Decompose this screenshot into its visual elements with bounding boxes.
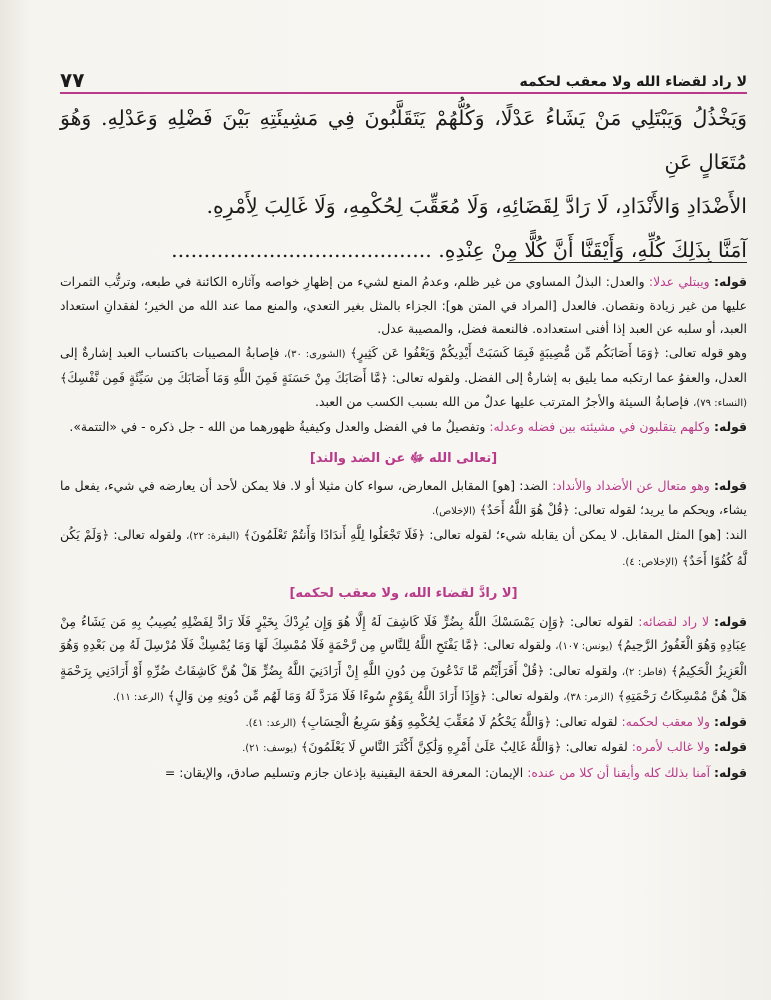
book-page — [60, 0, 747, 1000]
verse-reference: (الرعد: ٤١). — [245, 717, 297, 729]
quran-verse: ﴿قُلْ أَفَرَأَيْتُم مَّا تَدْعُونَ مِن دُونِ اللَّهِ إِنْ أَرَادَنِيَ اللَّهُ بِضُرٍّ هَلْ هُنَّ كَاشِفَاتُ ضُرِّهِ أَوْ أَرَادَنِي بِرَحْمَةٍ هَلْ هُنَّ مُمْسِكَاتُ رَحْمَتِهِ﴾ — [60, 662, 747, 703]
quoted-matn: لا راد لقضائه: — [638, 613, 710, 629]
commentary-text: ولقوله تعالى: — [113, 527, 182, 542]
commentary-text: فإصابةُ المصيبات باكتساب العبد إشارةٌ إلى العدل، والعفوُ عما ارتكبه مما يليق به إشارةٌ إلى الفضل. ولقوله تعالى: — [60, 344, 747, 385]
qawluh-label: قوله: — [713, 419, 747, 434]
quran-verse: ﴿وَاللَّهُ غَالِبٌ عَلَىٰ أَمْرِهِ وَلَٰكِنَّ أَكْثَرَ النَّاسِ لَا يَعْلَمُونَ﴾ — [301, 739, 562, 754]
commentary-text: والعدل: البذلُ المساوي من غير ظلم، وعدمُ المنع لشيء من إظهارِ خواصه وآثاره الكائنة في طبعه، وترتُّب الثمرات عليها من غير زيادة ونقصان. فالعدل [المراد في المتن هو]: الجزاء بالمثل بغير التعدي، والمنع مما عند الله من الخير؛ لفقدانِ استعداد العبد، أو سلبه عن العبد إذا أفنى استعداده. فالنعمة فضل، والمصيبة عدل. — [60, 274, 747, 336]
section-heading: [تعالى الله ﷻ عن الضد والند] — [309, 450, 498, 466]
qawluh-label: قوله: — [713, 713, 747, 729]
commentary-paragraph — [60, 474, 747, 523]
commentary-paragraph — [60, 761, 747, 785]
running-header-title: لا راد لقضاء الله ولا معقب لحكمه — [519, 74, 747, 90]
quoted-matn: آمنا بذلك كله وأيقنا أن كلا من عنده: — [527, 764, 711, 780]
verse-reference: (النساء: ٧٩)، — [693, 397, 747, 409]
commentary-text: الإيمان: المعرفة الحقة اليقينية بإذعان جازم وتسليم صادق، والإيقان: = — [164, 764, 524, 780]
verse-reference: (الإخلاص: ٤). — [622, 556, 678, 568]
page-number: ٧٧ — [60, 68, 85, 92]
quran-verse: ﴿وَإِن يَمْسَسْكَ اللَّهُ بِضُرٍّ فَلَا كَاشِفَ لَهُ إِلَّا هُوَ وَإِن يُرِدْكَ بِخَيْرٍ فَلَا رَادَّ لِفَضْلِهِ يُصِيبُ بِهِ مَن يَشَاءُ مِنْ عِبَادِهِ وَهُوَ الْغَفُورُ الرَّحِيمُ﴾ — [60, 613, 747, 652]
commentary-text: ولقوله تعالى: — [490, 688, 560, 703]
verse-reference: (يونس: ١٠٧)، — [555, 641, 613, 652]
quran-verse: ﴿وَاللَّهُ يَحْكُمُ لَا مُعَقِّبَ لِحُكْمِهِ وَهُوَ سَرِيعُ الْحِسَابِ﴾ — [300, 713, 552, 729]
qawluh-label: قوله: — [713, 764, 747, 780]
quran-verse: ﴿وَلَمْ يَكُن لَّهُ كُفُوًا أَحَدٌ﴾ — [60, 527, 747, 568]
commentary-paragraph — [60, 735, 747, 761]
quran-verse: ﴿قُلْ هُوَ اللَّهُ أَحَدٌ﴾ — [479, 501, 570, 517]
quoted-matn: وهو متعال عن الأضداد والأنداد: — [552, 478, 710, 493]
main-text — [60, 96, 747, 272]
qawluh-label: قوله: — [713, 274, 747, 289]
quoted-matn: وكلهم يتقلبون في مشيئته بين فضله وعدله: — [489, 419, 711, 434]
commentary-paragraph — [60, 341, 747, 416]
verse-reference: (الإخلاص). — [431, 505, 476, 517]
quoted-matn: ويبتلي عدلا: — [648, 274, 710, 289]
quoted-matn: ولا معقب لحكمه: — [621, 713, 711, 729]
verse-reference: (البقرة: ٢٢)، — [186, 531, 240, 542]
commentary-paragraph — [60, 415, 747, 439]
main-text-line: وَيَخْذُلُ وَيَبْتَلِي مَنْ يَشَاءُ عَدْلًا، وَكُلُّهُمْ يَتَقَلَّبُونَ فِي مَشِيئَتِهِ بَيْنَ فَضْلِهِ وَعَدْلِهِ. وَهُوَ مُتَعَالٍ عَنِ — [60, 106, 747, 174]
footnote-separator — [507, 262, 747, 263]
commentary-paragraph — [60, 710, 747, 736]
quran-verse: ﴿وَإِذَا أَرَادَ اللَّهُ بِقَوْمٍ سُوءًا فَلَا مَرَدَّ لَهُ وَمَا لَهُم مِّن دُونِهِ مِن وَالٍ﴾ — [167, 688, 488, 703]
commentary-text: وهو قوله تعالى: — [664, 344, 747, 360]
qawluh-label: قوله: — [713, 739, 747, 754]
verse-reference: (الرعد: ١١). — [112, 692, 164, 703]
commentary-text: فإصابةُ السيئة والأجرُ المترتب عليها عدلٌ من الله بسبب الكسب من العبد. — [315, 393, 690, 409]
qawluh-label: قوله: — [714, 613, 748, 629]
commentary-text: ولقوله تعالى: — [483, 637, 552, 652]
commentary-text: الضد: [هو] المقابل المعارض، سواء كان مثيلا أو لا. فلا يمكن لأحد أن يعارضه في شيء، يفعل ما يشاء، ويحكم ما يريد؛ لقوله تعالى: — [60, 478, 747, 517]
verse-reference: (الشورى: ٣٠)، — [284, 348, 346, 360]
quran-verse: ﴿وَمَا أَصَابَكُم مِّن مُّصِيبَةٍ فَبِمَا كَسَبَتْ أَيْدِيكُمْ وَيَعْفُوا عَن كَثِيرٍ﴾ — [350, 344, 661, 360]
qawluh-label: قوله: — [713, 478, 747, 493]
quran-verse: ﴿مَّا يَفْتَحِ اللَّهُ لِلنَّاسِ مِن رَّحْمَةٍ فَلَا مُمْسِكَ لَهَا وَمَا يُمْسِكْ فَلَا مُرْسِلَ لَهُ مِن بَعْدِهِ وَهُوَ الْعَزِيزُ الْحَكِيمُ﴾ — [60, 637, 747, 678]
commentary-paragraph — [60, 523, 747, 574]
commentary-text: الند: [هو] المثل المقابل. لا يمكن أن يقابله شيء؛ لقوله تعالى: — [429, 527, 747, 542]
section-heading: [لا رادَّ لقضاء الله، ولا معقب لحكمه] — [289, 586, 518, 601]
quran-verse: ﴿مَّا أَصَابَكَ مِنْ حَسَنَةٍ فَمِنَ اللَّهِ وَمَا أَصَابَكَ مِن سَيِّئَةٍ فَمِن نَّفْسِكَ﴾ — [60, 370, 388, 385]
commentary-text: لقوله تعالى: — [569, 613, 634, 629]
commentary-text: ولقوله تعالى: — [548, 662, 618, 678]
commentary-paragraph — [60, 270, 747, 341]
quran-verse: ﴿فَلَا تَجْعَلُوا لِلَّهِ أَندَادًا وَأَنتُمْ تَعْلَمُونَ﴾ — [243, 527, 425, 542]
commentary-paragraph — [60, 610, 747, 710]
commentary-text: لقوله تعالى: — [565, 739, 628, 754]
verse-reference: (يوسف: ٢١). — [242, 743, 298, 754]
commentary-text: لقوله تعالى: — [555, 713, 618, 729]
running-header — [60, 66, 747, 94]
main-text-line: آمَنَّا بِذَلِكَ كُلِّهِ، وَأَيْقَنَّا أَنَّ كُلًّا مِنْ عِنْدِهِ. ........................................ — [171, 238, 747, 262]
commentary — [60, 270, 747, 784]
quoted-matn: ولا غالب لأمره: — [631, 739, 711, 754]
commentary-text: وتفصيلُ ما في الفضل والعدل وكيفيةُ ظهورهما من الله - جل ذكره - في «التتمة». — [69, 419, 486, 434]
main-text-line: الأَضْدَادِ وَالأَنْدَادِ، لَا رَادَّ لِقَضَائِهِ، وَلَا مُعَقِّبَ لِحُكْمِهِ، وَلَا غَالِبَ لِأَمْرِهِ. — [206, 194, 747, 218]
verse-reference: (فاطر: ٢)، — [621, 666, 667, 678]
verse-reference: (الزمر: ٣٨)، — [563, 692, 614, 703]
